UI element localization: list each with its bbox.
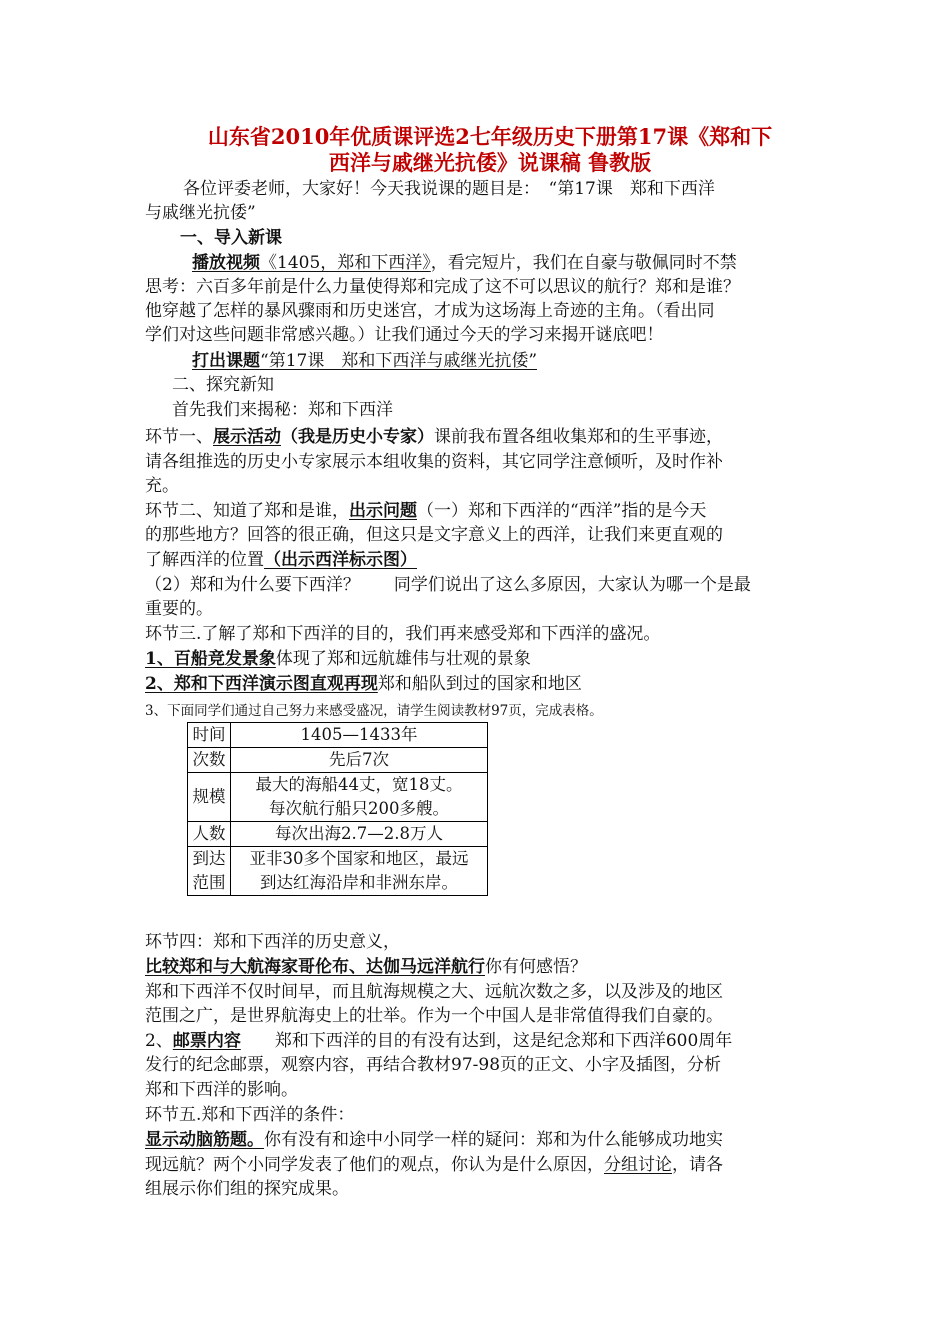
table-value: 每次出海2.7—2.8万人: [231, 822, 488, 847]
table-key-line-1: 到达: [192, 849, 226, 868]
intro-line-2: 与戚继光抗倭”: [145, 203, 256, 223]
step5-line: 环节五.郑和下西洋的条件：: [145, 1105, 355, 1125]
step1-bold: （我是历史小专家）: [281, 427, 434, 447]
stamp-bold: 邮票内容: [172, 1031, 241, 1051]
table-value-line-1: 亚非30多个国家和地区，最远: [249, 849, 469, 868]
step2-line-1: [145, 499, 706, 523]
brain-bold: 显示动脑筋题。: [145, 1130, 264, 1150]
stamp-prefix: 2、: [145, 1031, 173, 1051]
table-key: 次数: [188, 748, 231, 773]
brain-line-2b: ，请各: [672, 1155, 723, 1175]
step4-line: 环节四：郑和下西洋的历史意义，: [145, 932, 400, 952]
stamp-line-2: 发行的纪念邮票，观察内容，再结合教材97-98页的正文、小字及插图，分析: [145, 1055, 722, 1075]
table-value: 先后7次: [231, 748, 488, 773]
table-value: [231, 847, 488, 896]
step2-prefix: 环节二、知道了郑和是谁，: [145, 501, 349, 521]
step2-rest: （一）郑和下西洋的“西洋”指的是今天: [417, 501, 707, 521]
table-row: [188, 773, 488, 822]
title-line-2: 西洋与戚继光抗倭》说课稿 鲁教版: [328, 150, 652, 175]
step3-line: 环节三.了解了郑和下西洋的目的，我们再来感受郑和下西洋的盛况。: [145, 624, 661, 644]
step3-item-1-rest: 体现了郑和远航雄伟与壮观的景象: [275, 649, 531, 669]
table-row: [188, 822, 488, 847]
intro-line-1: 各位评委老师，大家好！今天我说课的题目是： “第17课 郑和下西洋: [183, 179, 715, 199]
para-line-4: 学们对这些问题非常感兴趣。）让我们通过今天的学习来揭开谜底吧！: [145, 325, 664, 345]
table-value: [231, 773, 488, 822]
table-key-line-2: 范围: [192, 873, 226, 892]
compare-rest: 你有何感悟？: [485, 957, 587, 977]
step2-line-2: 的那些地方？回答的很正确，但这只是文字意义上的西洋，让我们来更直观的: [145, 525, 723, 545]
table-value-line-1: 最大的海船44丈，宽18丈。: [255, 775, 463, 794]
video-line: [192, 251, 737, 275]
para-line-3: 他穿越了怎样的暴风骤雨和历史迷宫，才成为这场海上奇迹的主角。（看出同: [145, 301, 715, 321]
group-discussion: 分组讨论: [604, 1155, 672, 1175]
step3-item-1-bold: 1、百船竞发景象: [145, 649, 276, 669]
video-title: 《1405，郑和下西洋》: [260, 253, 431, 273]
step2-line-3: [145, 548, 417, 572]
topic-label: 打出课题: [192, 351, 260, 371]
table-key: 时间: [188, 723, 231, 748]
topic-line: [192, 349, 537, 373]
step1-rest: 课前我布置各组收集郑和的生平事迹，: [434, 427, 723, 447]
step1-line-2: 请各组推选的历史小专家展示本组收集的资料，其它同学注意倾听，及时作补: [145, 452, 723, 472]
para-line-2: 思考：六百多年前是什么力量使得郑和完成了这不可以思议的航行？郑和是谁？: [145, 277, 740, 297]
document-title: [150, 124, 830, 176]
topic-text: “第17课 郑和下西洋与戚继光抗倭”: [260, 351, 538, 371]
compare-line: [145, 955, 587, 979]
table-row: [188, 723, 488, 748]
section2-lead: 首先我们来揭秘：郑和下西洋: [172, 400, 393, 420]
brain-line-3: 组展示你们组的探究成果。: [145, 1179, 349, 1199]
step1-activity: 展示活动: [213, 427, 281, 447]
compare-bold: 比较郑和与大航海家哥伦布、达伽马远洋航行: [145, 957, 485, 977]
table-key: 规模: [188, 773, 231, 822]
meaning-line-2: 范围之广，是世界航海史上的壮举。作为一个中国人是非常值得我们自豪的。: [145, 1006, 723, 1026]
brain-line-2a: 现远航？两个小同学发表了他们的观点，你认为是什么原因，: [145, 1155, 604, 1175]
section-heading-1: 一、导入新课: [180, 228, 282, 248]
stamp-line-3: 郑和下西洋的影响。: [145, 1080, 298, 1100]
step2-question-2: （2）郑和为什么要下西洋？ 同学们说出了这么多原因，大家认为哪一个是最: [145, 575, 751, 595]
table-row: [188, 748, 488, 773]
brain-line-2: [145, 1153, 723, 1177]
step3-item-2-bold: 2、郑和下西洋演示图直观再现: [145, 674, 378, 694]
video-line-rest: ，看完短片，我们在自豪与敬佩同时不禁: [430, 253, 737, 273]
stamp-rest: 郑和下西洋的目的有没有达到，这是纪念郑和下西洋600周年: [240, 1031, 733, 1051]
meaning-line-1: 郑和下西洋不仅时间早，而且航海规模之大、远航次数之多，以及涉及的地区: [145, 982, 723, 1002]
table-key: 人数: [188, 822, 231, 847]
step1-line-3: 充。: [145, 476, 179, 496]
brain-rest: 你有没有和途中小同学一样的疑问：郑和为什么能够成功地实: [264, 1130, 723, 1150]
step1-line-1: [145, 425, 723, 449]
step2-question-2b: 重要的。: [145, 599, 213, 619]
step3-item-2: [145, 672, 582, 696]
step3-item-2-rest: 郑和船队到过的国家和地区: [377, 674, 582, 694]
step1-prefix: 环节一、: [145, 427, 213, 447]
step2-map-label: （出示西洋标示图）: [264, 550, 417, 570]
step2-activity: 出示问题: [349, 501, 417, 521]
section-heading-2: 二、探究新知: [172, 375, 274, 395]
voyage-table: [187, 722, 488, 896]
step3-item-3: 3、下面同学们通过自己努力来感受盛况，请学生阅读教材97页，完成表格。: [145, 703, 603, 719]
step2-line-3a: 了解西洋的位置: [145, 550, 264, 570]
play-video-label: 播放视频: [192, 253, 260, 273]
table-row: [188, 847, 488, 896]
table-value-line-2: 每次航行船只200多艘。: [269, 799, 449, 818]
step3-item-1: [145, 647, 531, 671]
brain-line-1: [145, 1128, 723, 1152]
table-value-line-2: 到达红海沿岸和非洲东岸。: [260, 873, 458, 892]
table-value: 1405—1433年: [231, 723, 488, 748]
title-line-1: 山东省2010年优质课评选2七年级历史下册第17课《郑和下: [207, 124, 773, 149]
stamp-line-1: [145, 1029, 732, 1053]
table-key: [188, 847, 231, 896]
